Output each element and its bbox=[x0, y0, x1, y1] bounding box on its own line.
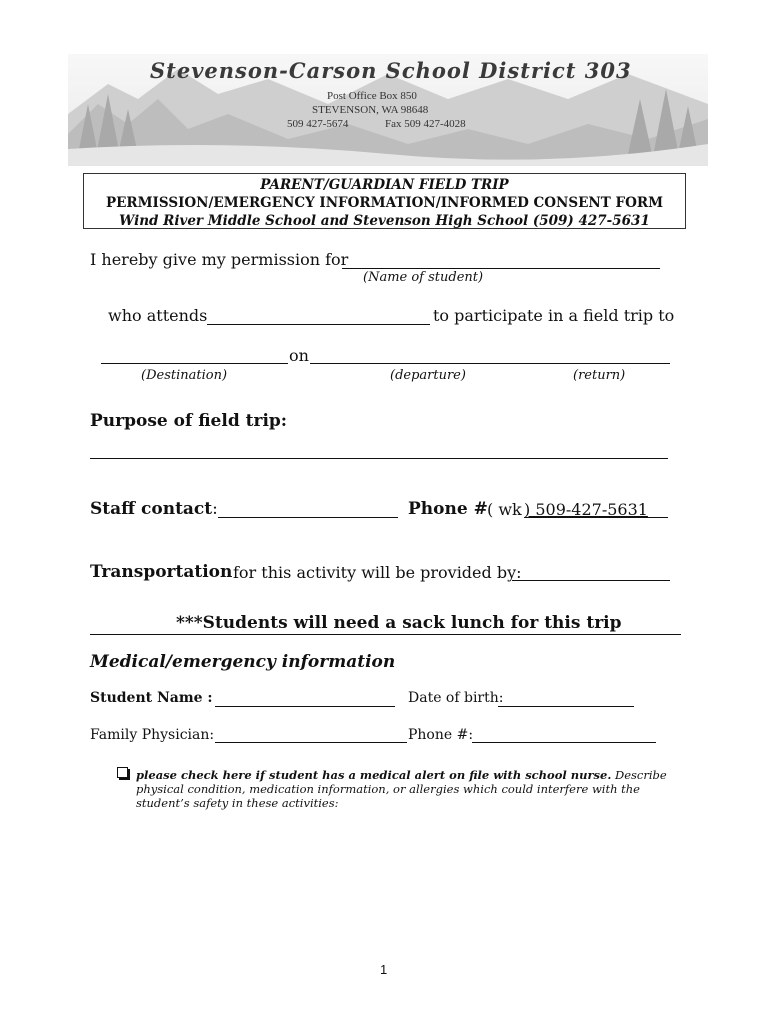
medical-heading: Medical/emergency information bbox=[90, 652, 396, 672]
address-line-2: STEVENSON, WA 98648 bbox=[312, 104, 429, 116]
permission-intro: I hereby give my permission for bbox=[90, 250, 349, 269]
physician-label: Family Physician: bbox=[90, 727, 215, 743]
physician-phone-label: Phone #: bbox=[408, 727, 474, 743]
medical-alert-checkbox[interactable] bbox=[117, 767, 128, 778]
transportation-label: Transportation bbox=[90, 562, 233, 582]
medical-alert-description: Describe physical condition, medication information, or allergies which could interfere with the student’s safety in these activities: bbox=[136, 768, 667, 810]
on-label: on bbox=[289, 346, 309, 365]
staff-phone-label: Phone # bbox=[408, 499, 488, 519]
medical-alert-note bbox=[136, 768, 696, 810]
address-line-1: Post Office Box 850 bbox=[327, 90, 417, 102]
return-caption: (return) bbox=[573, 368, 626, 383]
form-title-box bbox=[83, 173, 686, 229]
school-field[interactable] bbox=[207, 324, 430, 325]
student-name-field[interactable] bbox=[342, 268, 660, 269]
transportation-text: for this activity will be provided by: bbox=[233, 563, 522, 582]
staff-contact-label: Staff contact: bbox=[90, 499, 218, 519]
student-name-label: Student Name : bbox=[90, 690, 213, 706]
form-title-line-3: Wind River Middle School and Stevenson High School (509) 427-5631 bbox=[119, 213, 650, 229]
district-fax: Fax 509 427-4028 bbox=[385, 118, 466, 130]
sack-lunch-note: ***Students will need a sack lunch for this trip bbox=[176, 613, 622, 633]
district-phone: 509 427-5674 bbox=[287, 118, 349, 130]
staff-phone-value: ) 509-427-5631 bbox=[524, 500, 668, 518]
medical-alert-bold-text: please check here if student has a medical alert on file with school nurse. bbox=[136, 768, 612, 782]
form-title-line-1: PARENT/GUARDIAN FIELD TRIP bbox=[260, 177, 509, 193]
district-name: Stevenson-Carson School District 303 bbox=[150, 58, 632, 83]
transportation-field[interactable] bbox=[512, 580, 670, 581]
purpose-field[interactable] bbox=[90, 458, 668, 459]
physician-field[interactable] bbox=[215, 742, 407, 743]
who-attends-label: who attends bbox=[108, 306, 208, 325]
page-number: 1 bbox=[380, 962, 388, 977]
participate-label: to participate in a field trip to bbox=[433, 306, 675, 325]
purpose-label: Purpose of field trip: bbox=[90, 411, 288, 431]
dob-field[interactable] bbox=[498, 706, 634, 707]
destination-caption: (Destination) bbox=[141, 368, 228, 383]
section-divider bbox=[90, 634, 681, 635]
dob-label: Date of birth: bbox=[408, 690, 504, 706]
destination-field[interactable] bbox=[101, 363, 288, 364]
form-title-line-2: PERMISSION/EMERGENCY INFORMATION/INFORMED CONSENT FORM bbox=[105, 195, 664, 211]
staff-contact-field[interactable] bbox=[218, 517, 398, 518]
physician-phone-field[interactable] bbox=[472, 742, 656, 743]
departure-caption: (departure) bbox=[390, 368, 466, 383]
medical-student-name-field[interactable] bbox=[215, 706, 395, 707]
dates-field[interactable] bbox=[310, 363, 670, 364]
student-name-caption: (Name of student) bbox=[363, 270, 484, 285]
staff-phone-prefix: ( wk bbox=[487, 500, 522, 519]
